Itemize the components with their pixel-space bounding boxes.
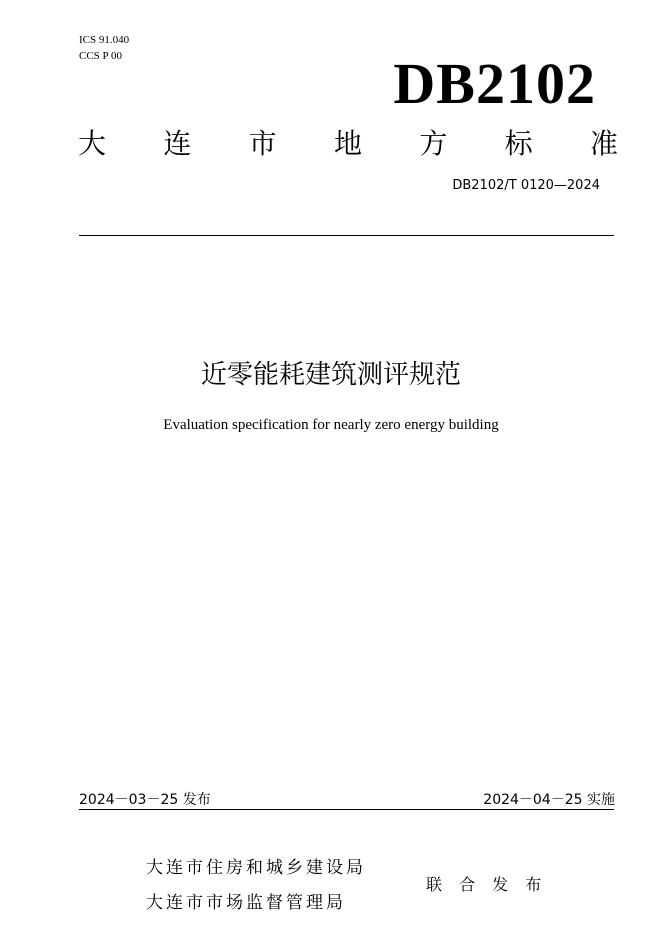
- standard-type-char: 标: [504, 127, 533, 160]
- document-title-english: Evaluation specification for nearly zero energy building: [163, 417, 499, 433]
- standard-type-char: 准: [589, 127, 618, 160]
- standard-type-char: 大: [78, 127, 107, 160]
- joint-issue-label: 联 合 发 布: [426, 875, 548, 894]
- ccs-code: CCS P 00: [79, 50, 123, 62]
- ics-code: ICS 91.040: [79, 34, 130, 46]
- standard-type-heading: [78, 125, 618, 163]
- standard-type-char: 连: [163, 127, 192, 160]
- standard-code-heading: DB2102: [393, 51, 596, 116]
- standard-type-char: 地: [333, 127, 362, 160]
- issuer-housing-bureau: 大连市住房和城乡建设局: [146, 858, 366, 878]
- header-divider: [79, 235, 614, 236]
- standard-number: DB2102/T 0120—2024: [452, 178, 600, 193]
- standard-type-char: 市: [248, 127, 277, 160]
- standard-type-char: 方: [419, 127, 448, 160]
- publish-date: 2024－03－25 发布: [79, 792, 211, 808]
- footer-divider: [79, 809, 614, 810]
- implement-date: 2024－04－25 实施: [483, 792, 615, 808]
- document-title-chinese: 近零能耗建筑测评规范: [200, 360, 461, 390]
- issuer-market-bureau: 大连市市场监督管理局: [146, 893, 346, 913]
